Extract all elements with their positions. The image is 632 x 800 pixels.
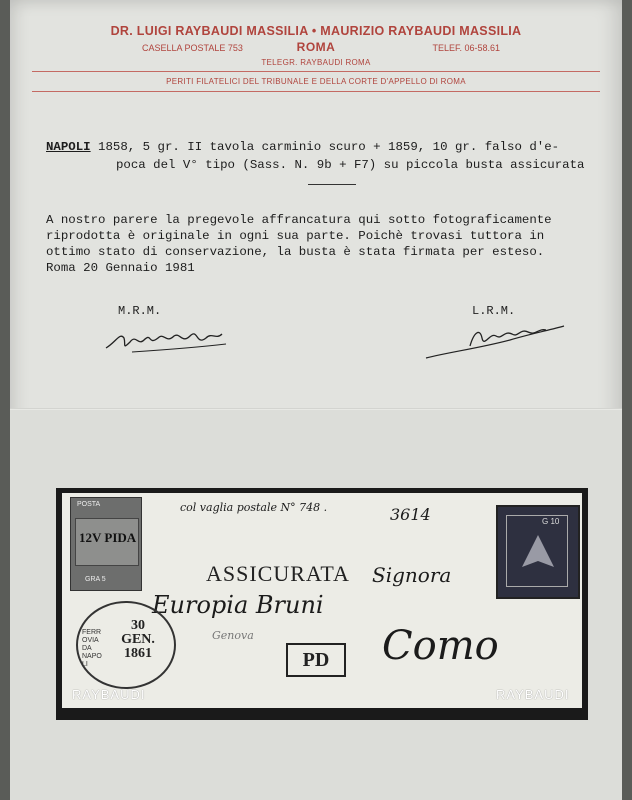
opinion-line-3: ottimo stato di conservazione, la busta è stata firmata per esteso. [46,245,545,259]
postmark-ring-text: FERROVIA DA NAPOLI [82,629,102,668]
description-line-2: poca del V° tipo (Sass. N. 9b + F7) su piccola busta assicurata [116,158,585,172]
addressee-name: Europia Bruni [152,591,324,619]
telephone: TELEF. 06-58.61 [432,43,500,53]
stamp-left-label: POSTA [77,501,101,508]
postmark [76,601,176,689]
description-place: NAPOLI [46,140,91,154]
note-top: col vaglia postale N° 748 . [180,501,328,514]
right-signature [420,318,570,366]
postbox: CASELLA POSTALE 753 [142,43,243,53]
stamp-overprint: 12V PIDA [79,530,137,545]
registration-number: 3614 [390,505,431,524]
opinion-line-2: riprodotta è originale in ogni sua parte. Poichè trovasi tuttora in [46,229,545,243]
stamp-left-value: GRA 5 [85,576,106,583]
expert-names: DR. LUIGI RAYBAUDI MASSILIA • MAURIZIO RAYBAUDI MASSILIA [110,24,522,38]
certificate-sheet [10,0,622,800]
pd-stamp: PD [286,643,346,677]
trinacria-icon [518,531,558,575]
header-divider-bottom [32,91,600,92]
left-initials: M.R.M. [118,304,162,318]
telegraph: TELEGR. RAYBAUDI ROMA [261,58,371,67]
description-line-1: NAPOLI 1858, 5 gr. II tavola carminio scuro + 1859, 10 gr. falso d'e- [46,140,560,154]
envelope-photo [56,488,588,720]
expert-title: PERITI FILATELICI DEL TRIBUNALE E DELLA CORTE D'APPELLO DI ROMA [166,77,466,86]
opinion-line-1: A nostro parere la pregevole affrancatura qui sotto fotograficamente [46,213,552,227]
postmark-day: 30 [131,618,145,633]
addressee-title: Signora [372,563,452,587]
contact-row [32,40,600,56]
header-divider [32,71,600,72]
right-initials: L.R.M. [472,304,516,318]
watermark-left: RAYBAUDI [72,687,146,702]
left-signature [102,322,242,362]
genova-note: Genova [212,629,254,642]
assicurata-stamp: ASSICURATA [206,561,350,586]
postmark-year: 1861 [124,646,152,661]
stamp-10-grana [496,505,580,599]
opinion-date: Roma 20 Gennaio 1981 [46,261,195,275]
watermark-right: RAYBAUDI [496,687,570,702]
city: ROMA [296,40,336,54]
envelope [62,493,582,708]
letterhead [32,24,600,92]
destination-city: Como [382,623,499,669]
stamp-right-value: G 10 [542,517,560,526]
opinion-paragraph [46,212,586,276]
stamp-5-grana [70,497,142,591]
item-description [46,138,586,174]
section-rule [308,184,356,185]
postmark-month: GEN. [121,632,155,647]
